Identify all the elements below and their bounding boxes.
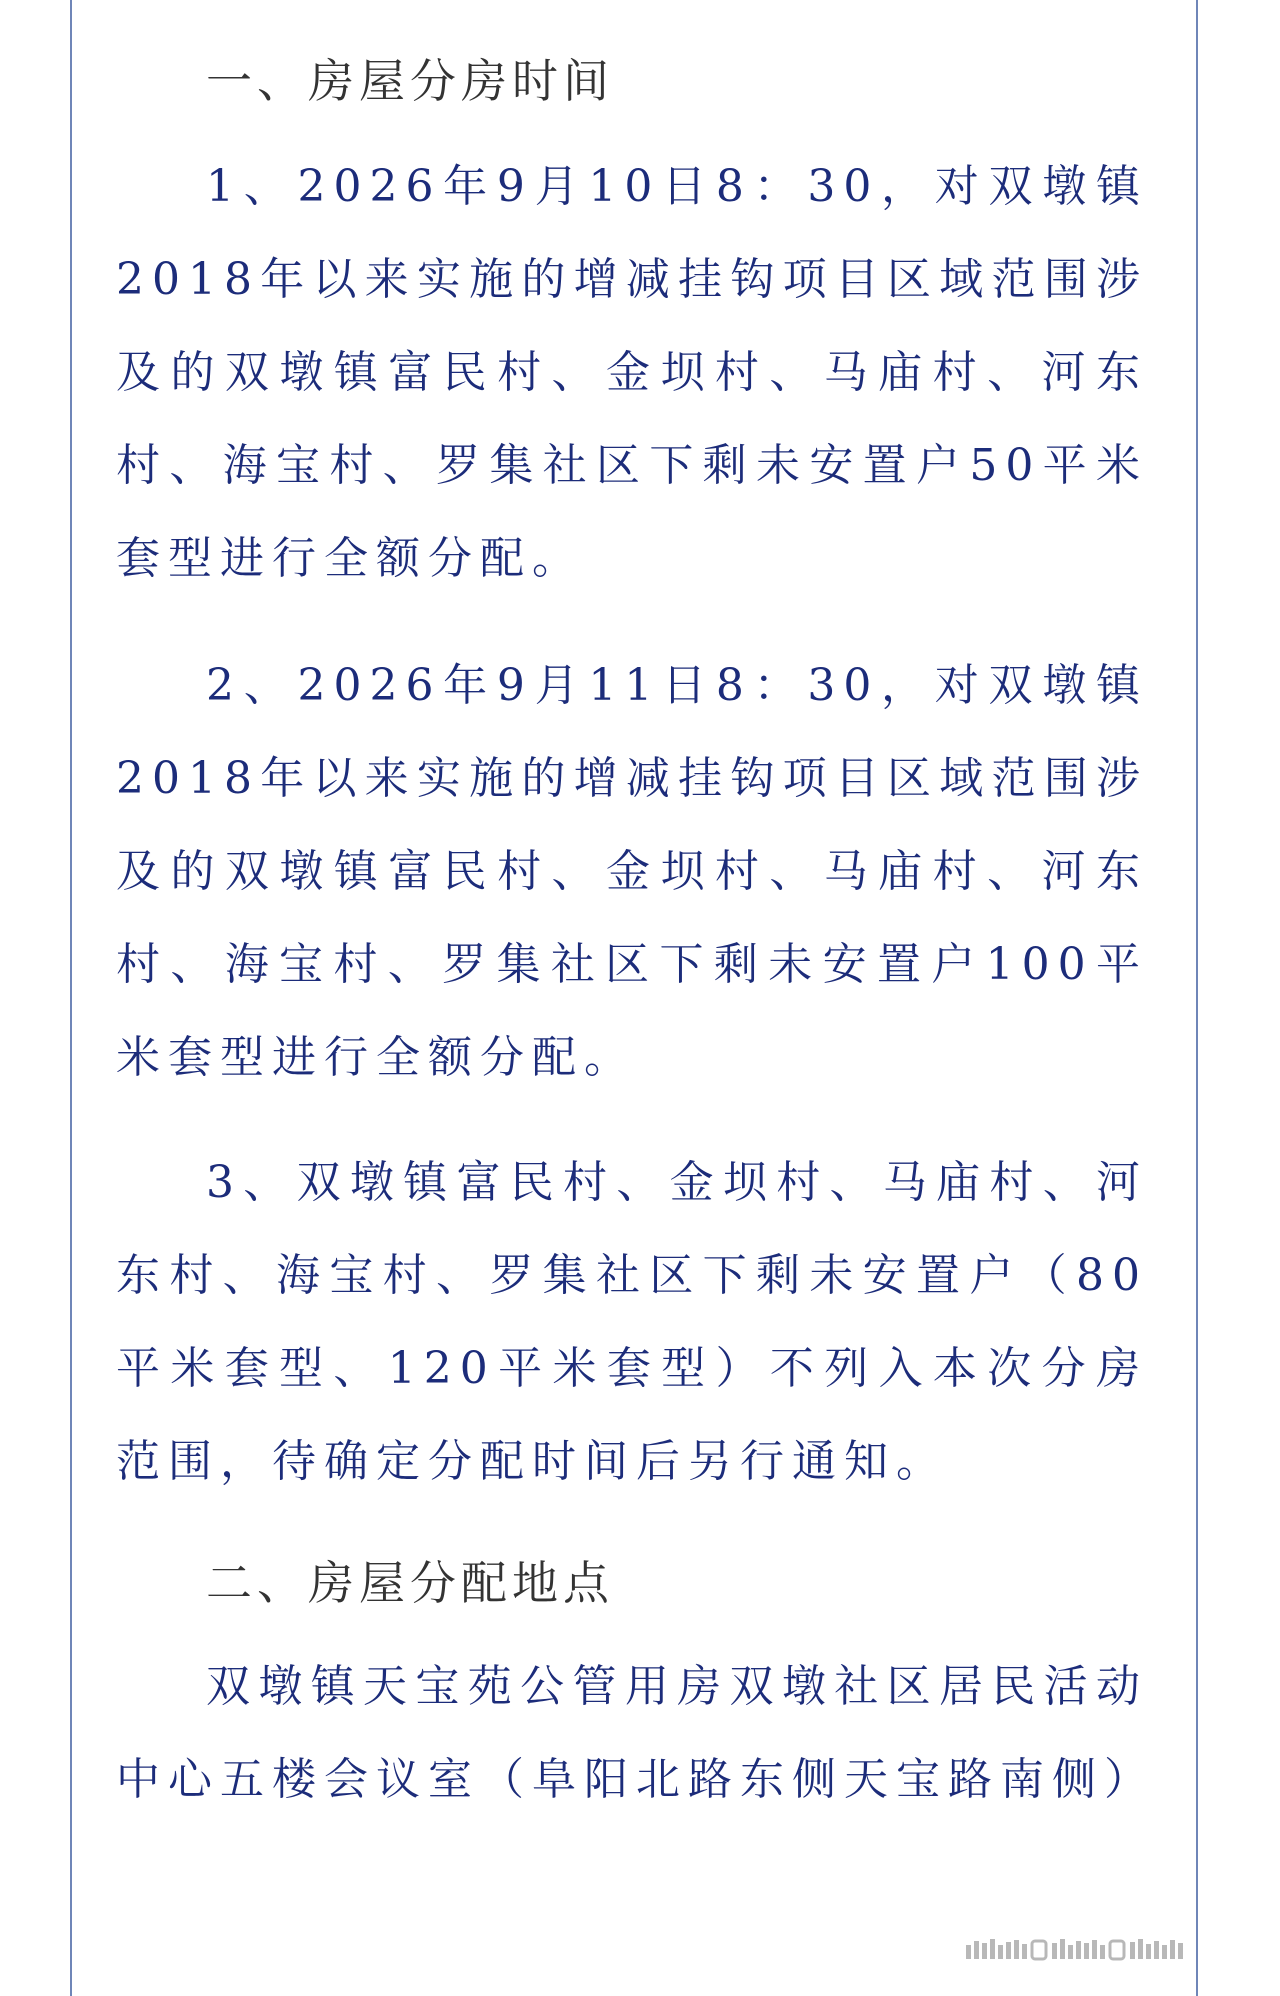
allocation-item-2: 2、2026年9月11日8：30，对双墩镇2018年以来实施的增减挂钩项目区域范围涉及的双墩镇富民村、金坝村、马庙村、河东村、海宝村、罗集社区下剩未安置户100平米套型进行全额分配。 <box>116 660 1148 1083</box>
allocation-item-1: 1、2026年9月10日8：30，对双墩镇2018年以来实施的增减挂钩项目区域范围涉及的双墩镇富民村、金坝村、马庙村、河东村、海宝村、罗集社区下剩未安置户50平米套型进行全额分配。 <box>116 161 1148 584</box>
allocation-item-3: 3、双墩镇富民村、金坝村、马庙村、河东村、海宝村、罗集社区下剩未安置户（80平米套型、120平米套型）不列入本次分房范围，待确定分配时间后另行通知。 <box>116 1157 1148 1487</box>
section-heading-allocation-time: 一、房屋分房时间 <box>206 54 614 108</box>
section-heading-allocation-location: 二、房屋分配地点 <box>206 1556 614 1610</box>
watermark-logo <box>966 1937 1188 1963</box>
notice-document <box>116 40 1156 1826</box>
allocation-location-text: 双墩镇天宝苑公管用房双墩社区居民活动中心五楼会议室（阜阳北路东侧天宝路南侧） <box>116 1661 1156 1805</box>
